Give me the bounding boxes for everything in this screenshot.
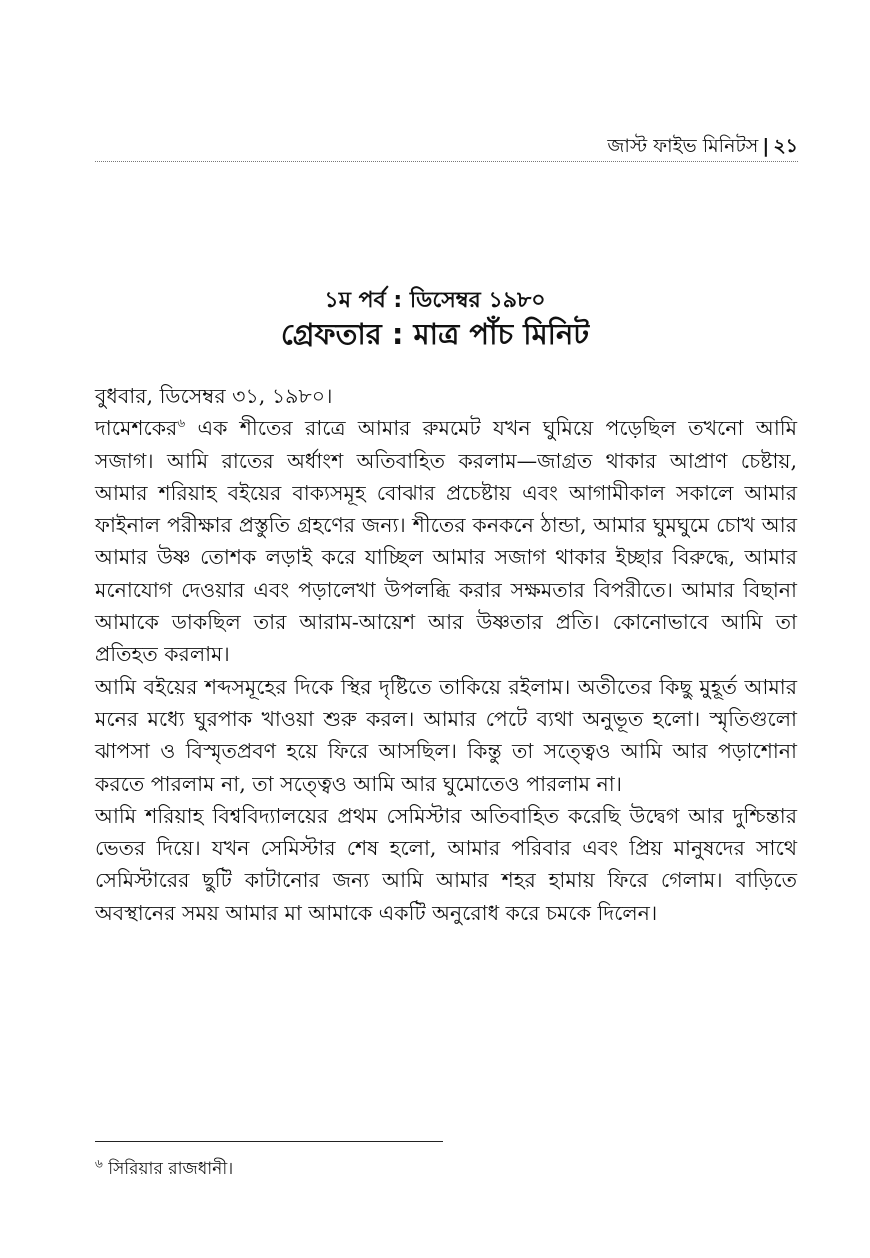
page-number: ২১ <box>773 135 798 157</box>
running-head-line <box>607 132 798 164</box>
header-separator: | <box>762 135 770 157</box>
header-dotted-rule <box>95 161 798 162</box>
paragraph-2: আমি বইয়ের শব্দসমূহের দিকে স্থির দৃষ্টিতে তাকিয়ে রইলাম। অতীতের কিছু মুহূর্ত আমার মনের মধ্যে ঘুরপাক খাওয়া শুরু করল। আমার পেটে ব্যথা অনুভূত হলো। স্মৃতিগুলো ঝাপসা ও বিস্মৃতপ্রবণ হয়ে ফিরে আসছিল। কিন্তু তা সত্ত্বেও আমি আর পড়াশোনা করতে পারলাম না, তা সত্ত্বেও আমি আর ঘুমোতেও পারলাম না। <box>95 674 797 796</box>
part-heading: ১ম পর্ব : ডিসেম্বর ১৯৮০ <box>324 288 546 313</box>
paragraph-1-rest: এক শীতের রাত্রে আমার রুমমেট যখন ঘুমিয়ে পড়েছিল তখনো আমি সজাগ। আমি রাতের অর্ধাংশ অতিবাহিত করলাম—জাগ্রত থাকার আপ্রাণ চেষ্টায়, আমার শরিয়াহ বইয়ের বাক্যসমূহ বোঝার প্রচেষ্টায় এবং আগামীকাল সকালে আমার ফাইনাল পরীক্ষার প্রস্তুতি গ্রহণের জন্য। শীতের কনকনে ঠান্ডা, আমার ঘুমঘুমে চোখ আর আমার উষ্ণ তোশক লড়াই করে যাচ্ছিল আমার সজাগ থাকার ইচ্ছার বিরুদ্ধে, আমার মনোযোগ দেওয়ার এবং পড়ালেখা উপলব্ধি করার সক্ষমতার বিপরীতে। আমার বিছানা আমাকে ডাকছিল তার আরাম-আয়েশ আর উষ্ণতার প্রতি। কোনোভাবে আমি তা প্রতিহত করলাম। <box>95 416 797 667</box>
footnote-reference[interactable]: ৬ <box>177 416 186 431</box>
footnote-rule <box>95 1141 443 1142</box>
chapter-title: গ্রেফতার : মাত্র পাঁচ মিনিট <box>280 317 590 351</box>
footnote-text: সিরিয়ার রাজধানী। <box>102 1159 234 1179</box>
footnote <box>95 1156 233 1184</box>
body-text <box>95 380 797 929</box>
running-title: জাস্ট ফাইভ মিনিটস <box>607 135 759 157</box>
paragraph-1-start: দামেশকের <box>95 416 178 441</box>
dateline: বুধবার, ডিসেম্বর ৩১, ১৯৮০। <box>95 384 333 408</box>
footnote-mark: ৬ <box>95 1156 103 1171</box>
paragraph-3: আমি শরিয়াহ বিশ্ববিদ্যালয়ের প্রথম সেমিস্টার অতিবাহিত করেছি উদ্বেগ আর দুশ্চিন্তার ভেতর দিয়ে। যখন সেমিস্টার শেষ হলো, আমার পরিবার এবং প্রিয় মানুষদের সাথে সেমিস্টারের ছুটি কাটানোর জন্য আমি আমার শহর হামায় ফিরে গেলাম। বাড়িতে অবস্থানের সময় আমার মা আমাকে একটি অনুরোধ করে চমকে দিলেন। <box>95 803 797 925</box>
paragraph-1 <box>95 412 797 670</box>
running-header <box>95 128 798 162</box>
